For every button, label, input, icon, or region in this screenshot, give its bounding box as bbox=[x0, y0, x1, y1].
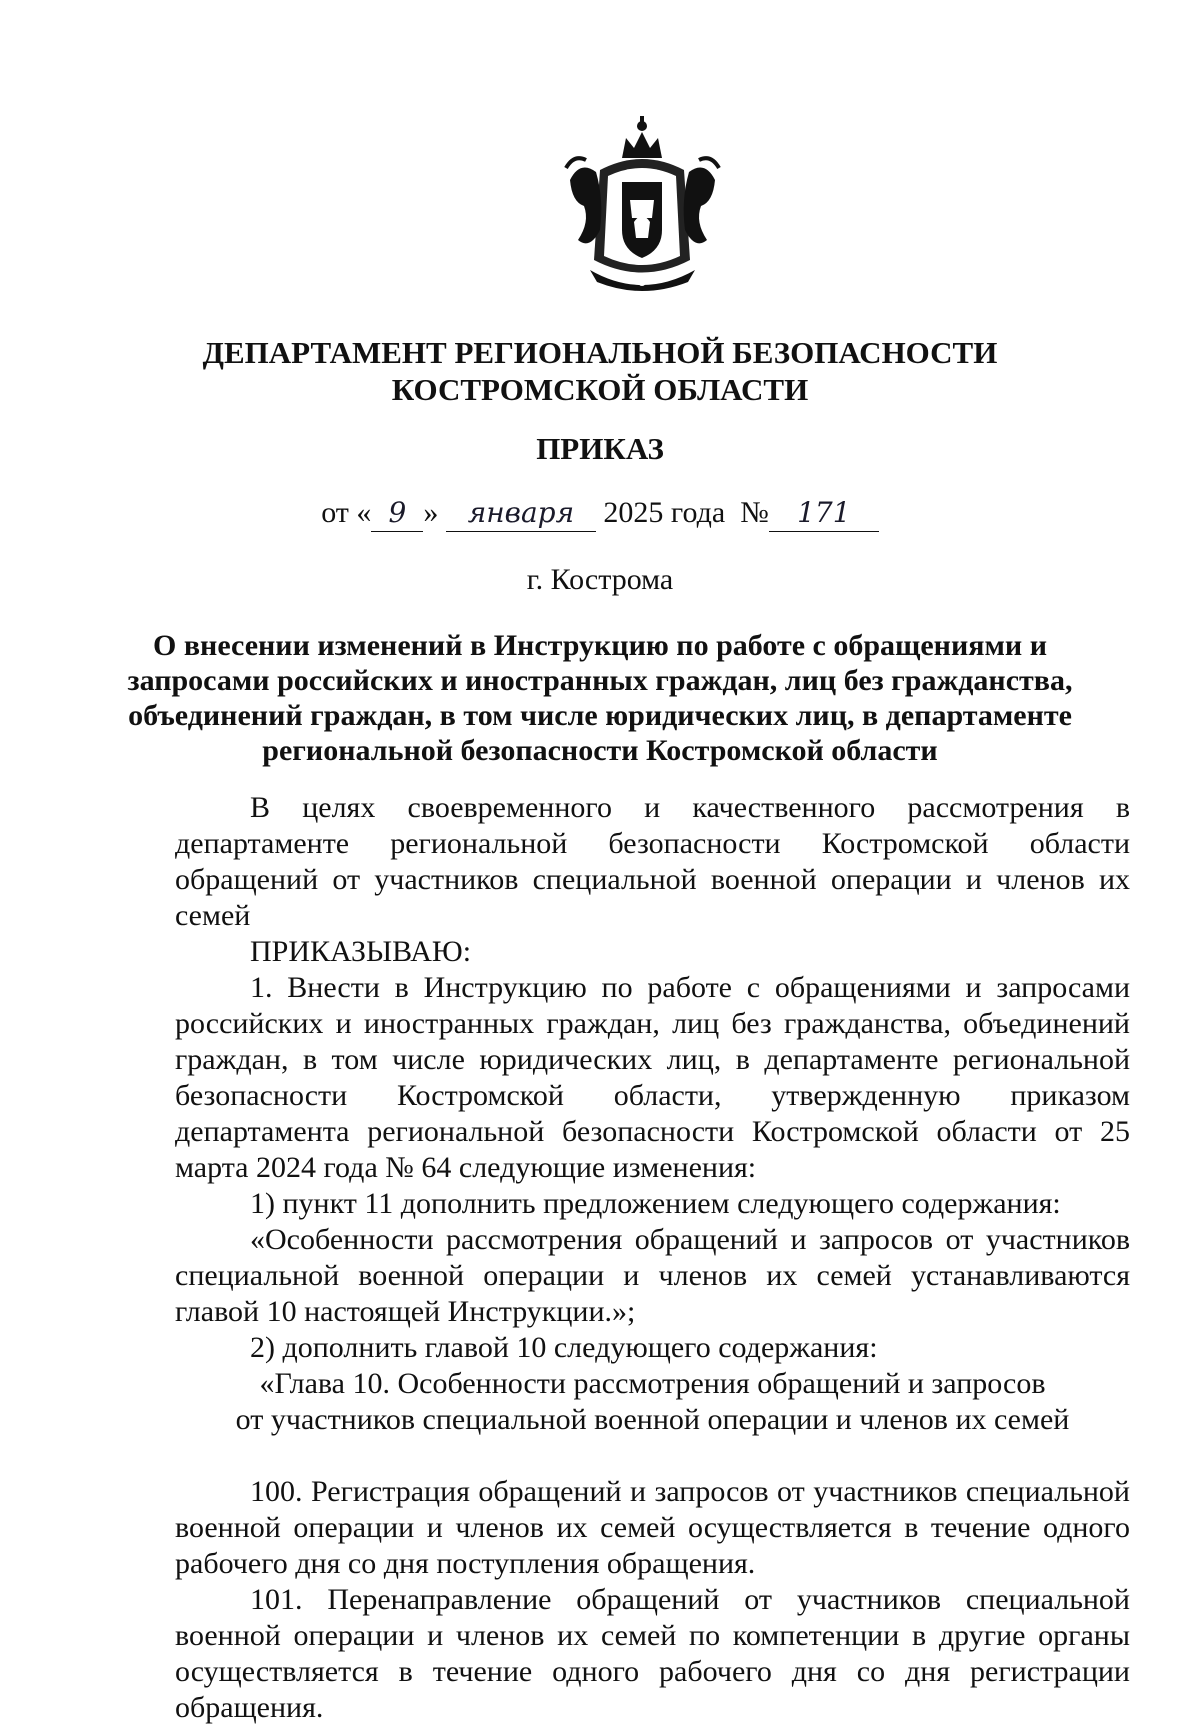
city: г. Кострома bbox=[526, 563, 674, 596]
coat-of-arms-icon bbox=[560, 110, 725, 295]
date-month-field bbox=[446, 495, 596, 532]
paragraph-100: 100. Регистрация обращений и запросов от участников специальной военной операции и членов их семей осуществляется в течение одного рабочего дня со дня поступления обращения. bbox=[175, 1475, 1130, 1580]
title-line: О внесении изменений в Инструкцию по работе с обращениями и bbox=[153, 629, 1047, 662]
date-day: 9 bbox=[388, 496, 407, 529]
order-number-field bbox=[769, 495, 879, 532]
date-month: января bbox=[467, 496, 575, 529]
org-line-1: ДЕПАРТАМЕНТ РЕГИОНАЛЬНОЙ БЕЗОПАСНОСТИ bbox=[202, 335, 998, 370]
spacer bbox=[175, 1438, 1130, 1474]
title-line: запросами российских и иностранных граждан, лиц без гражданства, bbox=[127, 664, 1073, 697]
quote-1-paragraph: «Особенности рассмотрения обращений и запросов от участников специальной военной операции и членов их семей устанавливаются главой 10 настоящей Инструкции.»; bbox=[175, 1223, 1130, 1328]
document-title bbox=[0, 628, 1200, 768]
organization-name bbox=[0, 334, 1200, 408]
date-year: 2025 года bbox=[603, 496, 726, 529]
document-body bbox=[175, 790, 1130, 1726]
paragraph-101: 101. Перенаправление обращений от участников специальной военной операции и членов их семей по компетенции в другие органы осуществляется в течение одного рабочего дня со дня регистрации обращения. bbox=[175, 1583, 1130, 1724]
item-1-paragraph: 1. Внести в Инструкцию по работе с обращениями и запросами российских и иностранных граждан, лиц без гражданства, объединений граждан, в том числе юридических лиц, в департаменте региональной безопасности Костромской области, утвержденную приказом департамента региональной безопасности Костромской области от 25 марта 2024 года № 64 следующие изменения: bbox=[175, 971, 1130, 1184]
chapter-heading-line-1: «Глава 10. Особенности рассмотрения обращений и запросов bbox=[259, 1367, 1046, 1400]
document-type: ПРИКАЗ bbox=[536, 431, 664, 466]
subitem-2-paragraph: 2) дополнить главой 10 следующего содержания: bbox=[250, 1331, 878, 1364]
title-line: объединений граждан, в том числе юридических лиц, в департаменте bbox=[128, 699, 1072, 732]
order-number: 171 bbox=[797, 496, 851, 529]
date-prefix: от « bbox=[321, 496, 372, 529]
preamble-paragraph: В целях своевременного и качественного рассмотрения в департаменте региональной безопасности Костромской области обращений от участников специальной военной операции и членов их семей bbox=[175, 791, 1130, 932]
subitem-1-paragraph: 1) пункт 11 дополнить предложением следующего содержания: bbox=[250, 1187, 1061, 1220]
org-line-2: КОСТРОМСКОЙ ОБЛАСТИ bbox=[391, 372, 809, 407]
chapter-heading-line-2: от участников специальной военной операции и членов их семей bbox=[235, 1403, 1070, 1436]
date-number-line bbox=[0, 495, 1200, 532]
quote-close: » bbox=[423, 496, 439, 529]
title-line: региональной безопасности Костромской области bbox=[262, 734, 938, 767]
order-word: ПРИКАЗЫВАЮ: bbox=[250, 935, 472, 968]
number-sign: № bbox=[740, 496, 769, 529]
date-day-field bbox=[371, 495, 423, 532]
